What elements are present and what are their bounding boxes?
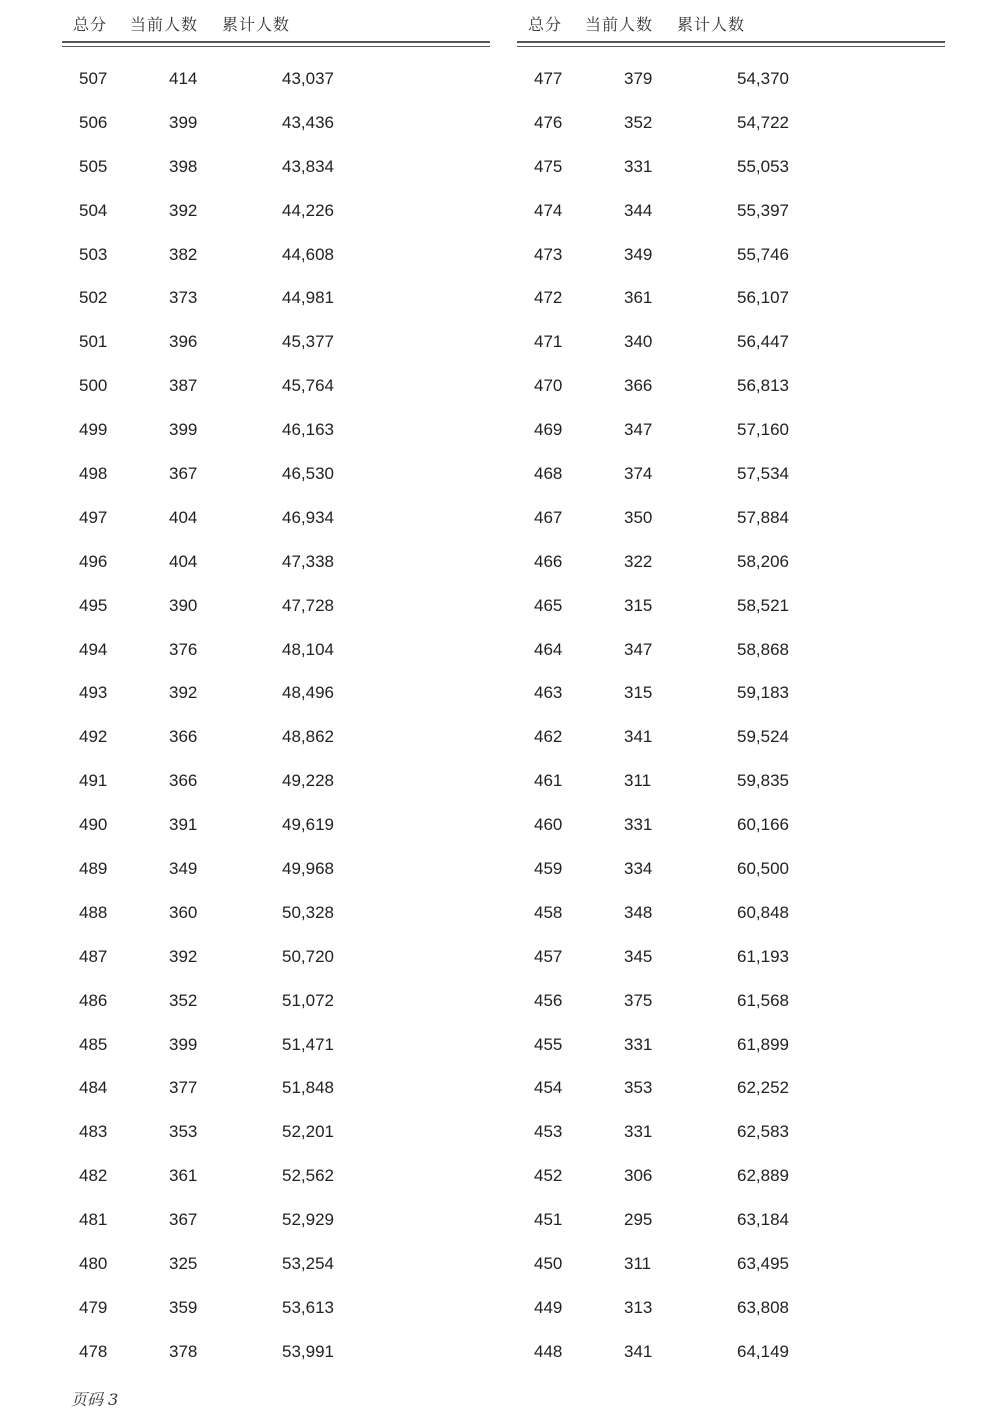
score-cell: 478 [79,1341,108,1361]
score-cell: 448 [534,1341,563,1361]
table-row [517,671,945,715]
score-cell: 506 [79,112,108,132]
score-cell: 464 [534,639,563,659]
table-row [517,935,945,979]
current-count-cell: 377 [169,1078,198,1098]
current-count-cell: 404 [169,507,198,527]
right-table [517,0,945,1361]
table-row [517,847,945,891]
cumulative-count-cell: 56,107 [737,288,789,308]
cumulative-count-cell: 48,862 [282,727,334,747]
current-count-cell: 331 [624,1034,653,1054]
score-cell: 458 [534,902,563,922]
table-row [517,803,945,847]
page-number: 页码 3 [71,1390,119,1409]
table-row [517,101,945,145]
current-count-cell: 398 [169,156,198,176]
current-count-cell: 379 [624,69,653,88]
score-cell: 476 [534,112,563,132]
current-count-cell: 376 [169,639,198,659]
current-count-cell: 345 [624,946,653,966]
score-cell: 486 [79,990,108,1010]
cumulative-count-cell: 60,166 [737,815,789,835]
table-row [62,101,490,145]
cumulative-count-cell: 52,929 [282,1210,334,1230]
cumulative-count-cell: 51,848 [282,1078,334,1098]
header-current: 当前人数 [585,15,654,34]
score-cell: 485 [79,1034,108,1054]
table-row [517,628,945,672]
current-count-cell: 331 [624,156,653,176]
score-cell: 503 [79,244,108,264]
table-row [62,276,490,320]
current-count-cell: 340 [624,332,653,352]
cumulative-count-cell: 55,397 [737,200,789,220]
score-cell: 467 [534,507,563,527]
cumulative-count-cell: 59,524 [737,727,789,747]
table-row [517,452,945,496]
current-count-cell: 322 [624,551,653,571]
cumulative-count-cell: 53,254 [282,1254,334,1274]
cumulative-count-cell: 49,228 [282,771,334,791]
table-row [517,1023,945,1067]
score-cell: 500 [79,376,108,396]
table-row [517,1198,945,1242]
score-cell: 495 [79,595,108,615]
cumulative-count-cell: 62,583 [737,1122,789,1142]
cumulative-count-cell: 54,370 [737,69,789,88]
score-cell: 490 [79,815,108,835]
cumulative-count-cell: 46,934 [282,507,334,527]
current-count-cell: 311 [624,771,652,791]
cumulative-count-cell: 47,728 [282,595,334,615]
score-cell: 493 [79,683,108,703]
current-count-cell: 352 [169,990,198,1010]
cumulative-count-cell: 47,338 [282,551,334,571]
score-cell: 492 [79,727,108,747]
table-row [62,408,490,452]
cumulative-count-cell: 48,104 [282,639,334,659]
score-cell: 457 [534,946,563,966]
current-count-cell: 348 [624,902,653,922]
score-cell: 491 [79,771,108,791]
header-double-rule [517,41,945,47]
current-count-cell: 313 [624,1297,653,1317]
cumulative-count-cell: 49,968 [282,859,334,879]
left-table [62,0,490,1361]
current-count-cell: 350 [624,507,653,527]
score-cell: 455 [534,1034,563,1054]
current-count-cell: 341 [624,1341,653,1361]
table-row [62,935,490,979]
cumulative-count-cell: 59,835 [737,771,789,791]
table-row [62,979,490,1023]
current-count-cell: 315 [624,683,653,703]
score-cell: 451 [534,1210,563,1230]
cumulative-count-cell: 55,746 [737,244,789,264]
header-score: 总分 [528,15,563,34]
left-table-body [62,57,490,1374]
table-row [62,1066,490,1110]
cumulative-count-cell: 57,160 [737,420,789,440]
current-count-cell: 374 [624,464,653,484]
table-row [517,1330,945,1374]
current-count-cell: 360 [169,902,198,922]
table-row [517,320,945,364]
table-row [517,276,945,320]
table-row [62,1110,490,1154]
table-row [62,145,490,189]
current-count-cell: 378 [169,1341,198,1361]
cumulative-count-cell: 63,184 [737,1210,789,1230]
current-count-cell: 382 [169,244,198,264]
table-row [62,320,490,364]
score-cell: 504 [79,200,108,220]
score-cell: 480 [79,1254,108,1274]
score-cell: 466 [534,551,563,571]
current-count-cell: 361 [624,288,653,308]
table-row [62,496,490,540]
current-count-cell: 311 [624,1254,652,1274]
score-cell: 494 [79,639,108,659]
score-cell: 471 [534,332,563,352]
cumulative-count-cell: 53,613 [282,1297,334,1317]
current-count-cell: 352 [624,112,653,132]
score-cell: 488 [79,902,108,922]
cumulative-count-cell: 58,521 [737,595,789,615]
score-cell: 502 [79,288,108,308]
table-row [517,364,945,408]
score-cell: 481 [79,1210,108,1230]
score-cell: 465 [534,595,563,615]
table-row [62,1330,490,1374]
cumulative-count-cell: 49,619 [282,815,334,835]
score-cell: 477 [534,69,563,88]
score-cell: 462 [534,727,563,747]
current-count-cell: 375 [624,990,653,1010]
current-count-cell: 414 [169,69,198,88]
cumulative-count-cell: 52,201 [282,1122,334,1142]
score-cell: 449 [534,1297,563,1317]
score-cell: 453 [534,1122,563,1142]
score-cell: 496 [79,551,108,571]
current-count-cell: 353 [169,1122,198,1142]
header-double-rule [62,41,490,47]
table-row [62,1198,490,1242]
score-cell: 473 [534,244,563,264]
cumulative-count-cell: 61,193 [737,946,789,966]
cumulative-count-cell: 58,206 [737,551,789,571]
score-cell: 450 [534,1254,563,1274]
score-cell: 498 [79,464,108,484]
cumulative-count-cell: 44,608 [282,244,334,264]
table-row [517,540,945,584]
current-count-cell: 366 [624,376,653,396]
table-row [517,1286,945,1330]
cumulative-count-cell: 57,884 [737,507,789,527]
table-row [517,979,945,1023]
table-row [517,57,945,101]
current-count-cell: 392 [169,200,198,220]
table-row [517,1066,945,1110]
cumulative-count-cell: 60,500 [737,859,789,879]
current-count-cell: 404 [169,551,198,571]
table-row [62,847,490,891]
score-cell: 487 [79,946,108,966]
current-count-cell: 353 [624,1078,653,1098]
current-count-cell: 295 [624,1210,653,1230]
cumulative-count-cell: 62,252 [737,1078,789,1098]
current-count-cell: 306 [624,1166,653,1186]
table-row [62,540,490,584]
current-count-cell: 325 [169,1254,198,1274]
current-count-cell: 315 [624,595,653,615]
right-table-body [517,57,945,1374]
score-cell: 479 [79,1297,108,1317]
score-cell: 501 [79,332,108,352]
table-row [62,364,490,408]
score-cell: 469 [534,420,563,440]
cumulative-count-cell: 50,328 [282,902,334,922]
header-current: 当前人数 [130,15,199,34]
current-count-cell: 341 [624,727,653,747]
table-row [62,891,490,935]
score-cell: 459 [534,859,563,879]
current-count-cell: 392 [169,946,198,966]
table-row [517,496,945,540]
table-row [62,1242,490,1286]
header-score: 总分 [73,15,108,34]
cumulative-count-cell: 51,072 [282,990,334,1010]
score-cell: 456 [534,990,563,1010]
score-cell: 499 [79,420,108,440]
score-cell: 454 [534,1078,563,1098]
cumulative-count-cell: 50,720 [282,946,334,966]
table-row [517,1154,945,1198]
table-row [62,189,490,233]
cumulative-count-cell: 64,149 [737,1341,789,1361]
current-count-cell: 331 [624,815,653,835]
score-cell: 461 [534,771,563,791]
current-count-cell: 347 [624,639,653,659]
table-row [62,1286,490,1330]
cumulative-count-cell: 44,226 [282,200,334,220]
score-cell: 483 [79,1122,108,1142]
score-cell: 489 [79,859,108,879]
cumulative-count-cell: 63,808 [737,1297,789,1317]
score-cell: 482 [79,1166,108,1186]
cumulative-count-cell: 63,495 [737,1254,789,1274]
score-cell: 474 [534,200,563,220]
right-table-header [517,0,945,40]
table-row [517,891,945,935]
cumulative-count-cell: 46,530 [282,464,334,484]
score-cell: 460 [534,815,563,835]
current-count-cell: 396 [169,332,198,352]
current-count-cell: 392 [169,683,198,703]
cumulative-count-cell: 56,813 [737,376,789,396]
table-row [517,233,945,277]
cumulative-count-cell: 61,899 [737,1034,789,1054]
cumulative-count-cell: 57,534 [737,464,789,484]
table-row [62,584,490,628]
cumulative-count-cell: 43,436 [282,112,334,132]
current-count-cell: 349 [169,859,198,879]
table-row [517,584,945,628]
table-row [62,233,490,277]
table-row [517,715,945,759]
left-table-header [62,0,490,40]
cumulative-count-cell: 53,991 [282,1341,334,1361]
cumulative-count-cell: 62,889 [737,1166,789,1186]
table-row [517,408,945,452]
table-row [517,759,945,803]
cumulative-count-cell: 43,834 [282,156,334,176]
current-count-cell: 344 [624,200,653,220]
current-count-cell: 367 [169,464,198,484]
score-cell: 484 [79,1078,108,1098]
current-count-cell: 399 [169,420,198,440]
current-count-cell: 367 [169,1210,198,1230]
current-count-cell: 359 [169,1297,198,1317]
current-count-cell: 399 [169,112,198,132]
score-cell: 470 [534,376,563,396]
table-row [517,1242,945,1286]
table-row [62,57,490,101]
table-row [517,1110,945,1154]
cumulative-count-cell: 46,163 [282,420,334,440]
cumulative-count-cell: 45,764 [282,376,334,396]
cumulative-count-cell: 45,377 [282,332,334,352]
score-cell: 505 [79,156,108,176]
cumulative-count-cell: 58,868 [737,639,789,659]
score-cell: 472 [534,288,563,308]
table-row [517,145,945,189]
table-row [62,715,490,759]
table-row [62,1023,490,1067]
current-count-cell: 391 [169,815,198,835]
score-cell: 507 [79,69,108,88]
table-row [62,759,490,803]
header-cumulative: 累计人数 [677,15,746,34]
table-row [62,1154,490,1198]
score-cell: 463 [534,683,563,703]
table-row [62,452,490,496]
table-row [62,628,490,672]
cumulative-count-cell: 56,447 [737,332,789,352]
current-count-cell: 331 [624,1122,653,1142]
cumulative-count-cell: 48,496 [282,683,334,703]
cumulative-count-cell: 43,037 [282,69,334,88]
table-row [62,803,490,847]
current-count-cell: 399 [169,1034,198,1054]
current-count-cell: 373 [169,288,198,308]
current-count-cell: 390 [169,595,198,615]
current-count-cell: 349 [624,244,653,264]
header-cumulative: 累计人数 [222,15,291,34]
score-cell: 475 [534,156,563,176]
current-count-cell: 366 [169,727,198,747]
cumulative-count-cell: 44,981 [282,288,334,308]
cumulative-count-cell: 54,722 [737,112,789,132]
cumulative-count-cell: 61,568 [737,990,789,1010]
current-count-cell: 347 [624,420,653,440]
cumulative-count-cell: 55,053 [737,156,789,176]
cumulative-count-cell: 60,848 [737,902,789,922]
score-cell: 497 [79,507,108,527]
cumulative-count-cell: 52,562 [282,1166,334,1186]
current-count-cell: 361 [169,1166,198,1186]
current-count-cell: 387 [169,376,198,396]
cumulative-count-cell: 51,471 [282,1034,334,1054]
score-cell: 468 [534,464,563,484]
current-count-cell: 366 [169,771,198,791]
score-cell: 452 [534,1166,563,1186]
current-count-cell: 334 [624,859,653,879]
cumulative-count-cell: 59,183 [737,683,789,703]
table-row [517,189,945,233]
table-row [62,671,490,715]
